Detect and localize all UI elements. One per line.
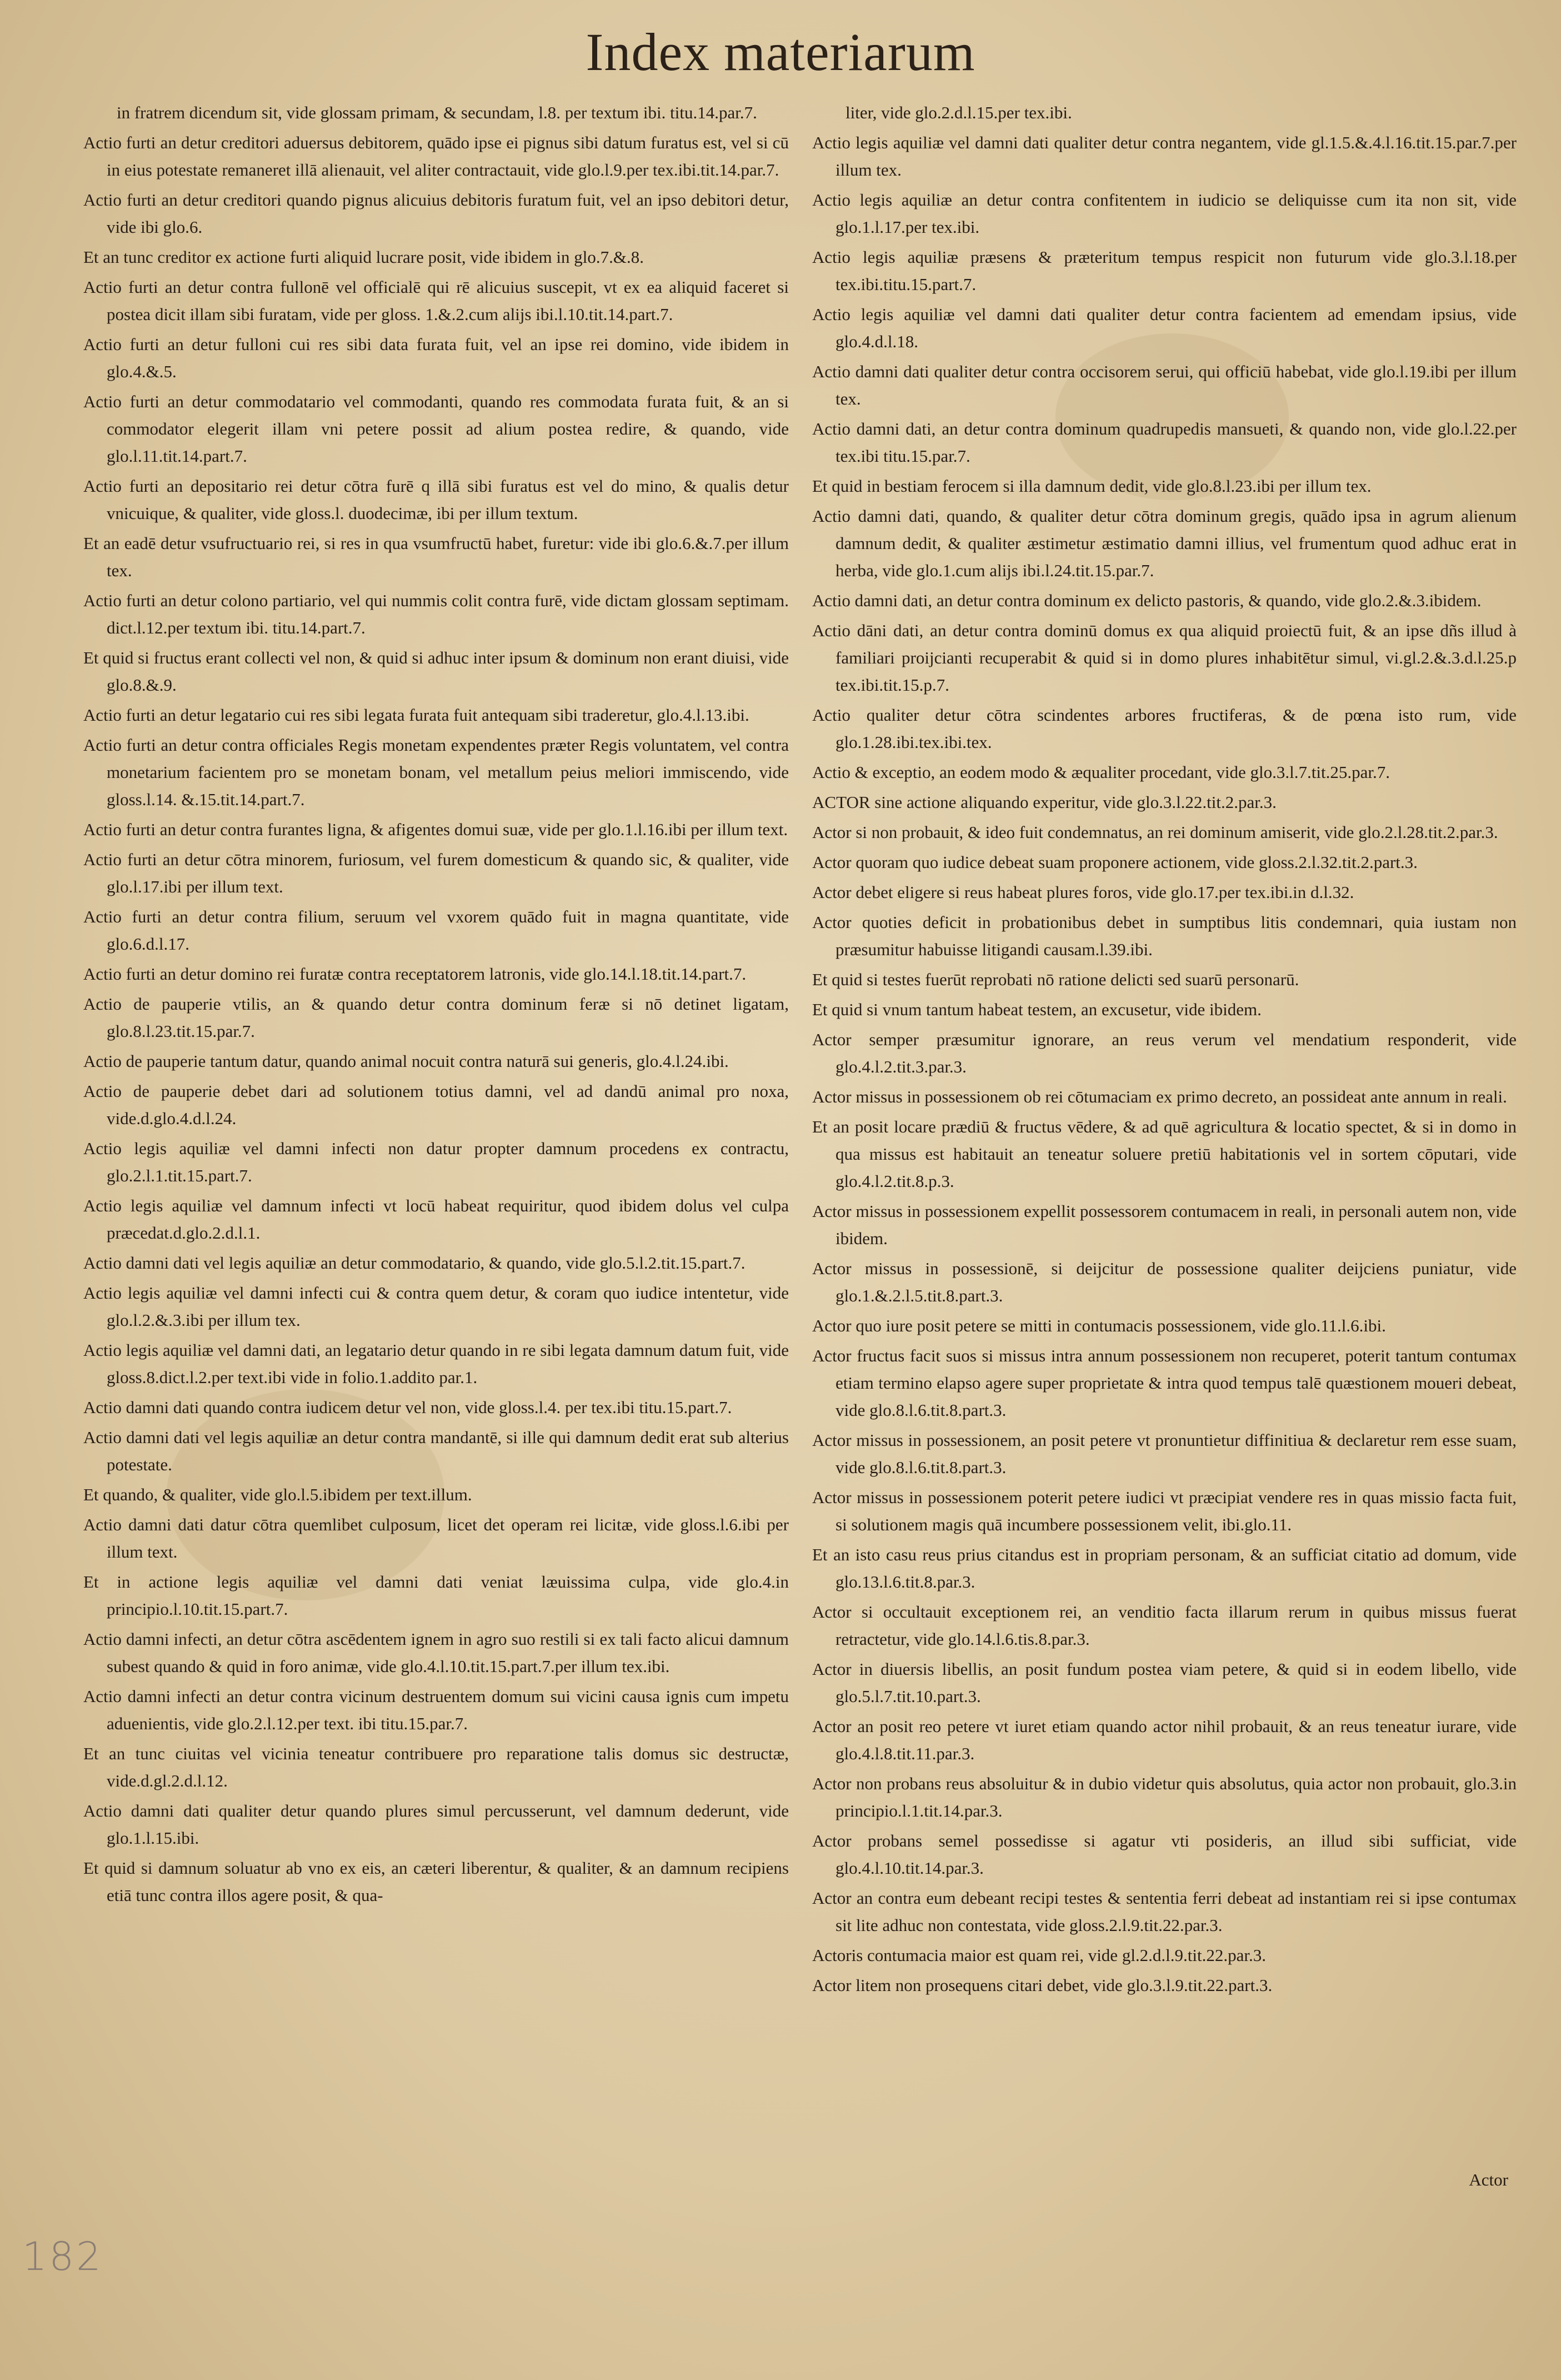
index-entry: Actio damni dati, an detur contra dominum quadrupedis mansueti, & quando non, vide glo.l.22.per tex.ibi titu.15.par.7. <box>812 419 1517 466</box>
index-entry: Actio damni dati qualiter detur quando plures simul percusserunt, vel damnum dederunt, vide glo.1.l.15.ibi. <box>83 1801 789 1848</box>
index-entry: Actor an contra eum debeant recipi testes & sententia ferri debeat ad instantiam rei si ipse contumax sit lite adhuc non contestata, vide gloss.2.l.9.tit.22.par.3. <box>812 1888 1517 1935</box>
index-entry: Actor litem non prosequens citari debet, vide glo.3.l.9.tit.22.part.3. <box>812 1975 1273 1995</box>
left-column <box>83 99 789 1912</box>
index-entry: Actor non probans reus absoluitur & in dubio videtur quis absolutus, quia actor non probauit, glo.3.in principio.l.1.tit.14.par.3. <box>812 1774 1517 1820</box>
index-entry: Actio legis aquiliæ vel damni infecti non datur propter damnum procedens ex contractu, glo.2.l.1.tit.15.part.7. <box>83 1139 789 1185</box>
index-entry: Et an posit locare prædiū & fructus vēdere, & ad quē agricultura & locatio spectet, & si in domo in qua missus est habitauit an teneatur soluere pretiū habitationis vel in sortem cōputari, vide glo.4.l.2.tit.8.p.3. <box>812 1117 1517 1191</box>
index-entry: Actio damni infecti an detur contra vicinum destruentem domum sui vicini causa ignis cum impetu aduenientis, vide glo.2.l.12.per text. ibi titu.15.par.7. <box>83 1687 789 1733</box>
index-entry: Actio damni infecti, an detur cōtra ascēdentem ignem in agro suo restili si ex tali facto alicui damnum subest quando & quid in foro animæ, vide glo.4.l.10.tit.15.part.7.per illum tex.ibi. <box>83 1629 789 1676</box>
index-entry: Actor missus in possessionē, si deijcitur de possessione qualiter deijciens puniatur, vide glo.1.&.2.l.5.tit.8.part.3. <box>812 1259 1517 1305</box>
index-entry: Actor si non probauit, & ideo fuit condemnatus, an rei dominum amiserit, vide glo.2.l.28.tit.2.par.3. <box>812 822 1498 842</box>
index-entry: Actio legis aquiliæ vel damni dati qualiter detur contra negantem, vide gl.1.5.&.4.l.16.tit.15.par.7.per illum tex. <box>812 133 1517 179</box>
index-entry: Actor missus in possessionem poterit petere iudici vt præcipiat vendere res in quas missio facta fuit, si solutionem magis quā incumbere possessionem velit, ibi.glo.11. <box>812 1488 1517 1534</box>
index-entry: Et quid si testes fuerūt reprobati nō ratione delicti sed suarū personarū. <box>812 970 1299 989</box>
index-entry: Et in actione legis aquiliæ vel damni dati veniat læuissima culpa, vide glo.4.in principio.l.10.tit.15.part.7. <box>83 1572 789 1619</box>
index-entry: Actio furti an detur commodatario vel commodanti, quando res commodata furata fuit, & an si commodator elegerit illam vni petere possit ad alium postea redire, & quando, vide glo.l.11.tit.14.part.7. <box>83 392 789 466</box>
index-entry: Actio legis aquiliæ vel damni dati qualiter detur contra facientem ad emendam ipsius, vide glo.4.d.l.18. <box>812 305 1517 351</box>
index-entry: Actio legis aquiliæ præsens & præteritum tempus respicit non futurum vide glo.3.l.18.per tex.ibi.titu.15.part.7. <box>812 247 1517 294</box>
index-entry: Et quid in bestiam ferocem si illa damnum dedit, vide glo.8.l.23.ibi per illum tex. <box>812 476 1372 496</box>
index-entry: Actor missus in possessionem ob rei cōtumaciam ex primo decreto, an possideat ante annum in reali. <box>812 1087 1507 1106</box>
index-entry: Actor debet eligere si reus habeat plures foros, vide glo.17.per tex.ibi.in d.l.32. <box>812 882 1354 902</box>
index-entry: Actor an posit reo petere vt iuret etiam quando actor nihil probauit, & an reus teneatur iurare, vide glo.4.l.8.tit.11.par.3. <box>812 1717 1517 1763</box>
index-entry: Actio furti an detur contra furantes ligna, & afigentes domui suæ, vide per glo.1.l.16.ibi per illum text. <box>83 820 788 839</box>
index-entry: Actor quoram quo iudice debeat suam proponere actionem, vide gloss.2.l.32.tit.2.part.3. <box>812 852 1418 872</box>
index-entry: Actio damni dati, quando, & qualiter detur cōtra dominum gregis, quādo ipsa in agrum alienum damnum dedit, & qualiter æstimetur æstimatio damni illius, vel frumentum quod adhuc erat in herba, vide glo.1.cum alijs ibi.l.24.tit.15.par.7. <box>812 506 1517 580</box>
index-entry: Actio & exceptio, an eodem modo & æqualiter procedant, vide glo.3.l.7.tit.25.par.7. <box>812 762 1390 782</box>
index-entry: Actor probans semel possedisse si agatur vti posideris, an illud sibi sufficiat, vide glo.4.l.10.tit.14.par.3. <box>812 1831 1517 1878</box>
index-entry: Actio damni dati vel legis aquiliæ an detur commodatario, & quando, vide glo.5.l.2.tit.15.part.7. <box>83 1253 746 1273</box>
index-entry: Actio furti an detur contra filium, seruum vel vxorem quādo fuit in magna quantitate, vide glo.6.d.l.17. <box>83 907 789 954</box>
index-entry: Actor in diuersis libellis, an posit fundum postea viam petere, & quid si in eodem libello, vide glo.5.l.7.tit.10.part.3. <box>812 1659 1517 1706</box>
index-entry: Actio damni dati vel legis aquiliæ an detur contra mandantē, si ille qui damnum dedit erat sub alterius potestate. <box>83 1428 789 1474</box>
index-entry: Actio furti an detur contra fullonē vel officialē qui rē alicuius suscepit, vt ex ea aliquid faceret si postea dicit illam sibi furatam, vide per gloss. 1.&.2.cum alijs ibi.l.10.tit.14.part.7. <box>83 277 789 324</box>
folio-number: 182 <box>22 2234 103 2279</box>
index-entry: Actio furti an detur fulloni cui res sibi data furata fuit, vel an ipse rei domino, vide ibidem in glo.4.&.5. <box>83 335 789 381</box>
index-entry: in fratrem dicendum sit, vide glossam primam, & secundam, l.8. per textum ibi. titu.14.par.7. <box>117 103 757 122</box>
index-entry: Actio legis aquiliæ vel damni dati, an legatario detur quando in re sibi legata damnum datum fuit, vide gloss.8.dict.l.2.per text.ibi vide in folio.1.addito par.1. <box>83 1340 789 1387</box>
index-entry: Et an isto casu reus prius citandus est in propriam personam, & an sufficiat citatio ad domum, vide glo.13.l.6.tit.8.par.3. <box>812 1545 1517 1591</box>
running-head: Index materiarum <box>586 22 975 82</box>
index-entry: Actio furti an depositario rei detur cōtra furē q illā sibi furatus est vel do mino, & qualis detur vnicuique, & qualiter, vide gloss.l. duodecimæ, ibi per illum textum. <box>83 476 789 523</box>
catchword: Actor <box>1469 2170 1508 2189</box>
index-entry: Et an tunc creditor ex actione furti aliquid lucrare posit, vide ibidem in glo.7.&.8. <box>83 247 644 267</box>
index-entry: Et quid si damnum soluatur ab vno ex eis, an cæteri liberentur, & qualiter, & an damnum recipiens etiā tunc contra illos agere posit, & qua- <box>83 1858 789 1905</box>
index-entry: Actio damni dati datur cōtra quemlibet culposum, licet det operam rei licitæ, vide gloss.l.6.ibi per illum text. <box>83 1515 789 1561</box>
index-entry: Actor quo iure posit petere se mitti in contumacis possessionem, vide glo.11.l.6.ibi. <box>812 1316 1386 1335</box>
index-entry: Et an tunc ciuitas vel vicinia teneatur contribuere pro reparatione talis domus sic destructæ, vide.d.gl.2.d.l.12. <box>83 1744 789 1790</box>
right-column <box>812 99 1517 2002</box>
index-entry: Actio damni dati, an detur contra dominum ex delicto pastoris, & quando, vide glo.2.&.3.ibidem. <box>812 591 1482 610</box>
index-entry: Actio furti an detur contra officiales Regis monetam expendentes præter Regis voluntatem, vel contra monetarium facientem pro se monetam bonam, vel metallum peius meliori immiscendo, vide gloss.l.14. &.15.tit.14.part.7. <box>83 735 789 809</box>
index-entry: Actor si occultauit exceptionem rei, an venditio facta illarum rerum in quibus missus fuerat retractetur, vide glo.14.l.6.tis.8.par.3. <box>812 1602 1517 1649</box>
index-entry: Actor fructus facit suos si missus intra annum possessionem non recuperet, poterit tantum contumax etiam termino elapso agere super proprietate & intra quod tempus talē quæstionem moueri debeat, vide glo.8.l.6.tit.8.part.3. <box>812 1346 1517 1420</box>
index-entry: Et quando, & qualiter, vide glo.l.5.ibidem per text.illum. <box>83 1485 472 1504</box>
index-entry: Actio legis aquiliæ vel damni infecti cui & contra quem detur, & coram quo iudice intentetur, vide glo.l.2.&.3.ibi per illum tex. <box>83 1283 789 1330</box>
index-entry: Actio furti an detur cōtra minorem, furiosum, vel furem domesticum & quando sic, & qualiter, vide glo.l.17.ibi per illum text. <box>83 850 789 896</box>
index-entry: Et an eadē detur vsufructuario rei, si res in qua vsumfructū habet, furetur: vide ibi glo.6.&.7.per illum tex. <box>83 533 789 580</box>
index-entry: Actio de pauperie tantum datur, quando animal nocuit contra naturā sui generis, glo.4.l.24.ibi. <box>83 1051 729 1071</box>
index-entry: Actio furti an detur domino rei furatæ contra receptatorem latronis, vide glo.14.l.18.tit.14.part.7. <box>83 964 747 984</box>
index-entry: Actio legis aquiliæ vel damnum infecti vt locū habeat requiritur, quod ibidem dolus vel culpa præcedat.d.glo.2.d.l.1. <box>83 1196 789 1243</box>
index-entry: ACTOR sine actione aliquando experitur, vide glo.3.l.22.tit.2.par.3. <box>812 792 1277 812</box>
index-entry: Actio damni dati qualiter detur contra occisorem serui, qui officiū habebat, vide glo.l.19.ibi per illum tex. <box>812 362 1517 408</box>
index-entry: Actio furti an detur legatario cui res sibi legata furata fuit antequam sibi traderetur, glo.4.l.13.ibi. <box>83 705 749 725</box>
index-entry: Actio de pauperie debet dari ad solutionem totius damni, vel ad dandū animal pro noxa, vide.d.glo.4.d.l.24. <box>83 1081 789 1128</box>
index-entry: liter, vide glo.2.d.l.15.per tex.ibi. <box>845 103 1072 122</box>
index-entry: Actor quoties deficit in probationibus debet in sumptibus litis condemnari, quia iustam non præsumitur habuisse litigandi causam.l.39.ibi. <box>812 912 1517 959</box>
index-entry: Et quid si fructus erant collecti vel non, & quid si adhuc inter ipsum & dominum non erant diuisi, vide glo.8.&.9. <box>83 648 789 695</box>
index-entry: Actio qualiter detur cōtra scindentes arbores fructiferas, & de pœna isto rum, vide glo.1.28.ibi.tex.ibi.tex. <box>812 705 1517 752</box>
index-entry: Actoris contumacia maior est quam rei, vide gl.2.d.l.9.tit.22.par.3. <box>812 1945 1267 1965</box>
index-entry: Actor semper præsumitur ignorare, an reus verum vel mendatium responderit, vide glo.4.l.2.tit.3.par.3. <box>812 1030 1517 1076</box>
index-entry: Actio damni dati quando contra iudicem detur vel non, vide gloss.l.4. per tex.ibi titu.15.part.7. <box>83 1398 732 1417</box>
index-entry: Actio furti an detur creditori quando pignus alicuius debitoris furatum fuit, vel an ipso debitori detur, vide ibi glo.6. <box>83 190 789 237</box>
index-entry: Actor missus in possessionem, an posit petere vt pronuntietur diffinitiua & declaretur rem esse suam, vide glo.8.l.6.tit.8.part.3. <box>812 1430 1517 1477</box>
index-entry: Actio dāni dati, an detur contra dominū domus ex qua aliquid proiectū fuit, & an ipse dñs illud à familiari proijcianti recuperabit & quid si in domo plures inhabitētur simul, vi.gl.2.&.3.d.l.25.p tex.ibi.tit.15.p.7. <box>812 621 1517 695</box>
index-entry: Et quid si vnum tantum habeat testem, an excusetur, vide ibidem. <box>812 1000 1262 1019</box>
index-entry: Actor missus in possessionem expellit possessorem contumacem in reali, in personali autem non, vide ibidem. <box>812 1201 1517 1248</box>
index-entry: Actio legis aquiliæ an detur contra confitentem in iudicio se deliquisse cum ita non sit, vide glo.1.l.17.per tex.ibi. <box>812 190 1517 237</box>
index-entry: Actio furti an detur creditori aduersus debitorem, quādo ipse ei pignus sibi datum furatus est, vel si cū in eius potestate remaneret illā alienauit, vel aliter contractauit, vide glo.l.9.per tex.ibi.tit.14.par.7. <box>83 133 789 179</box>
index-entry: Actio furti an detur colono partiario, vel qui nummis colit contra furē, vide dictam glossam septimam. dict.l.12.per textum ibi. titu.14.part.7. <box>83 591 789 637</box>
index-entry: Actio de pauperie vtilis, an & quando detur contra dominum feræ si nō detinet ligatam, glo.8.l.23.tit.15.par.7. <box>83 994 789 1041</box>
